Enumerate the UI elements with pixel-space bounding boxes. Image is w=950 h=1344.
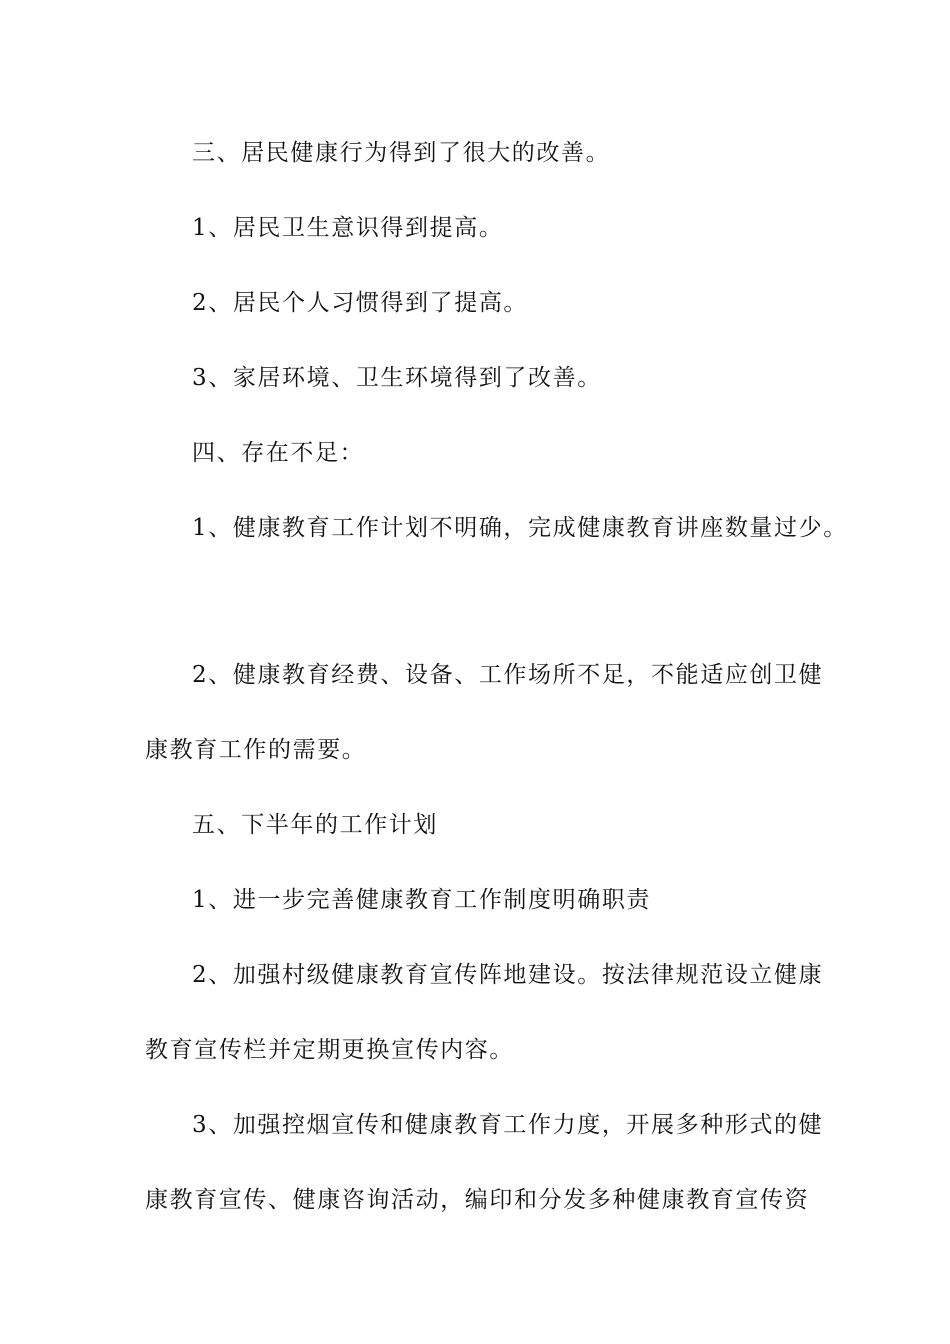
paragraph-line: 1、进一步完善健康教育工作制度明确职责 xyxy=(192,887,652,913)
paragraph-line: 3、家居环境、卫生环境得到了改善。 xyxy=(192,365,602,391)
paragraph-line: 康教育宣传、健康咨询活动，编印和分发多种健康教育宣传资 xyxy=(145,1187,810,1213)
paragraph-line: 2、健康教育经费、设备、工作场所不足，不能适应创卫健 xyxy=(192,662,824,688)
paragraph-line: 1、居民卫生意识得到提高。 xyxy=(192,215,504,241)
paragraph-line: 2、居民个人习惯得到了提高。 xyxy=(192,290,529,316)
section-heading-5: 五、下半年的工作计划 xyxy=(192,812,438,838)
paragraph-line: 2、加强村级健康教育宣传阵地建设。按法律规范设立健康 xyxy=(192,962,824,988)
section-heading-3: 三、居民健康行为得到了很大的改善。 xyxy=(192,140,611,166)
paragraph-line: 教育宣传栏并定期更换宣传内容。 xyxy=(145,1037,514,1063)
paragraph-line: 3、加强控烟宣传和健康教育工作力度，开展多种形式的健 xyxy=(192,1112,824,1138)
paragraph-line: 康教育工作的需要。 xyxy=(145,737,367,763)
paragraph-line: 1、健康教育工作计划不明确，完成健康教育讲座数量过少。 xyxy=(192,515,848,541)
section-heading-4: 四、存在不足： xyxy=(192,440,365,466)
